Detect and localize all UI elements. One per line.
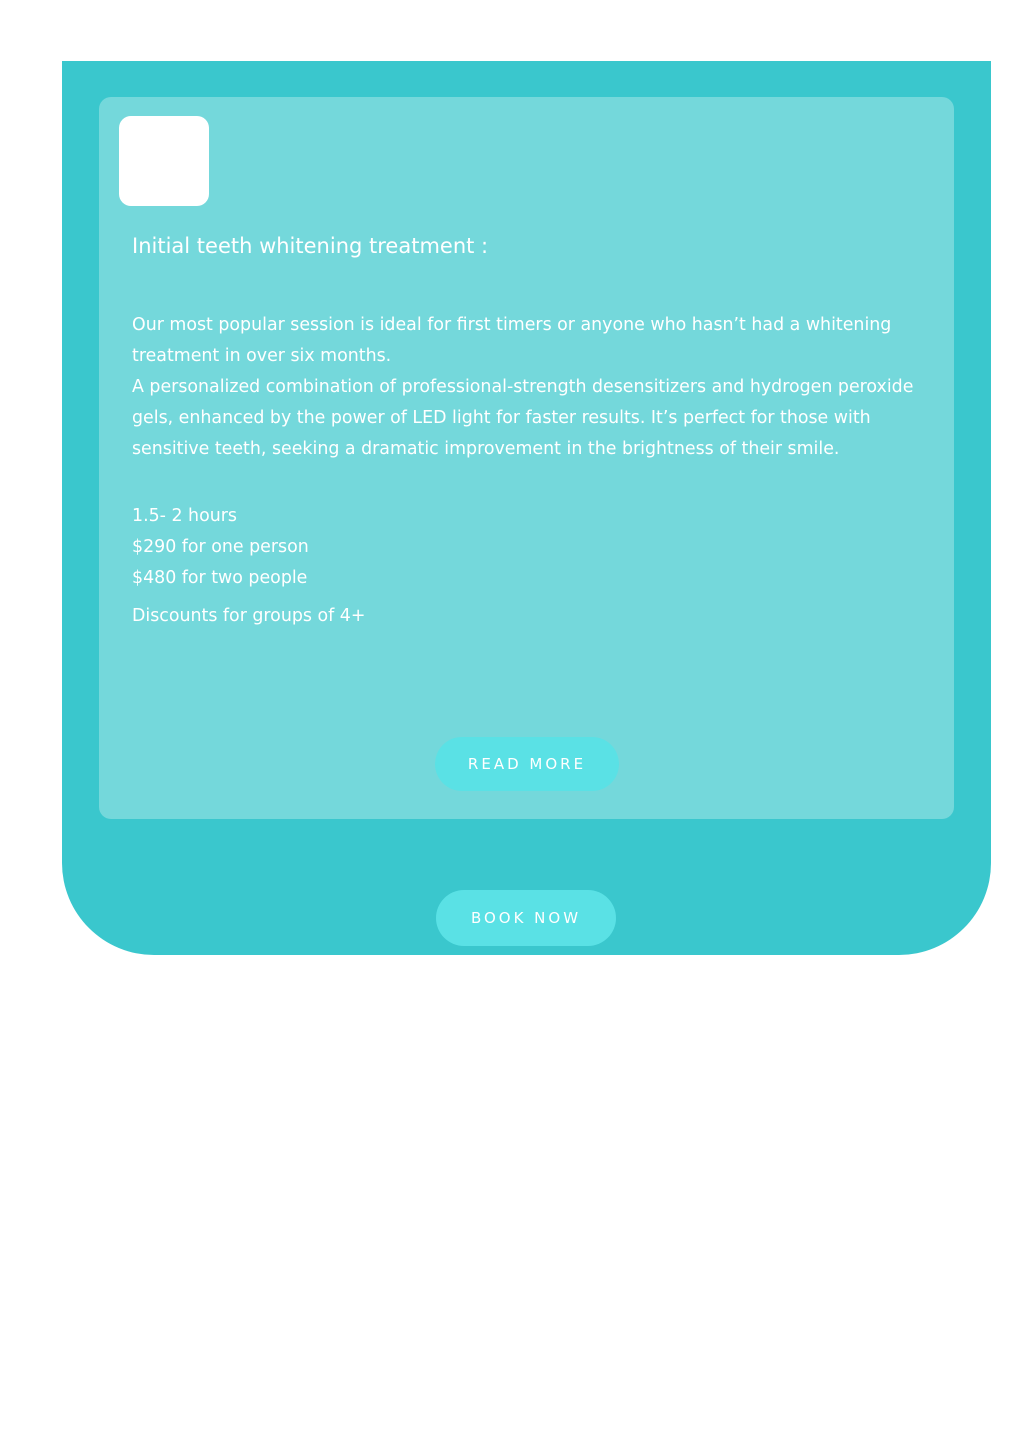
discount-text: Discounts for groups of 4+ <box>132 606 366 626</box>
price-two-people: $480 for two people <box>132 568 308 588</box>
treatment-card <box>99 97 954 819</box>
description-paragraph: A personalized combination of professional-strength desensitizers and hydrogen peroxide gels, enhanced by the power of LED light for faster results. It’s perfect for those with sensitive teeth, seeking a dramatic improvement in the brightness of their smile. <box>132 377 914 459</box>
read-more-button[interactable]: READ MORE <box>435 737 619 791</box>
duration-text: 1.5- 2 hours <box>132 506 237 526</box>
book-now-button[interactable]: BOOK NOW <box>436 890 616 946</box>
card-details <box>132 501 309 594</box>
description-paragraph: Our most popular session is ideal for first timers or anyone who hasn’t had a whitening treatment in over six months. <box>132 315 892 366</box>
card-description <box>132 310 932 465</box>
treatment-icon <box>119 116 209 206</box>
treatment-section <box>62 61 991 955</box>
price-one-person: $290 for one person <box>132 537 309 557</box>
card-title: Initial teeth whitening treatment : <box>132 234 489 258</box>
